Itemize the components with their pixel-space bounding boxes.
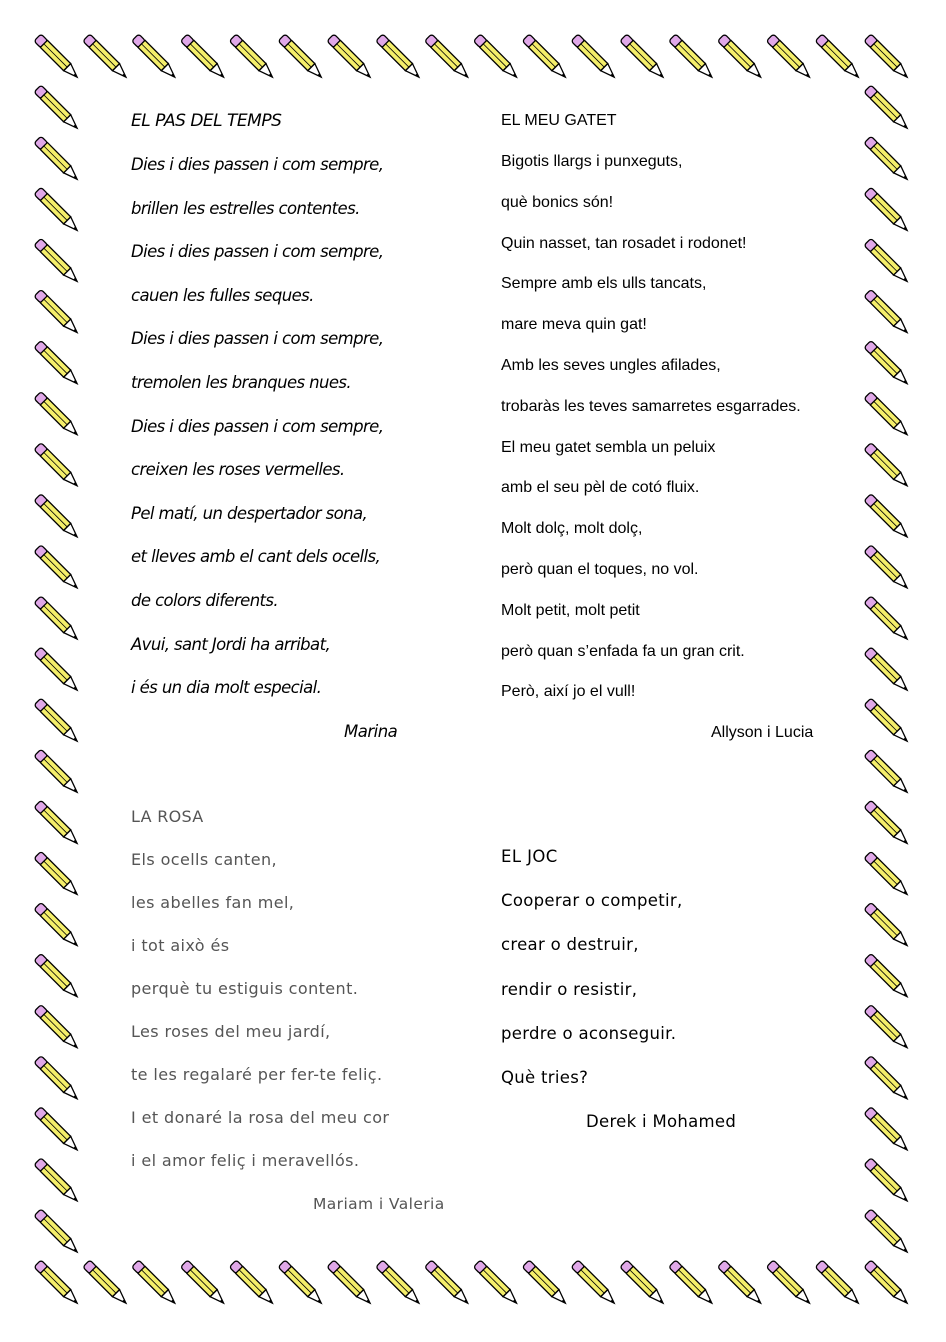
- pencil-icon: [278, 1260, 325, 1307]
- pencil-icon: [34, 1209, 81, 1256]
- pencil-icon: [717, 1260, 764, 1307]
- pencil-icon: [34, 953, 81, 1000]
- poem-la-rosa: [131, 806, 461, 1215]
- pencil-icon: [473, 1260, 520, 1307]
- pencil-icon: [34, 494, 81, 541]
- pencil-icon: [815, 1260, 862, 1307]
- pencil-icon: [766, 34, 813, 81]
- poem-author: Derek i Mohamed: [586, 1112, 737, 1132]
- pencil-icon: [34, 34, 81, 81]
- pencil-icon: [864, 902, 911, 949]
- pencil-icon: [34, 1158, 81, 1205]
- pencil-icon: [425, 34, 472, 81]
- poem-line: et lleves amb el cant dels ocells,: [131, 547, 381, 567]
- poem-line: El meu gatet sembla un peluix: [501, 438, 716, 456]
- pencil-icon: [864, 392, 911, 439]
- pencil-icon: [815, 34, 862, 81]
- pencil-icon: [229, 1260, 276, 1307]
- pencil-icon: [864, 1005, 911, 1052]
- pencil-icon: [34, 289, 81, 336]
- pencil-icon: [34, 1056, 81, 1103]
- pencil-icon: [132, 34, 179, 81]
- poem-title: LA ROSA: [131, 807, 204, 826]
- poem-el-meu-gatet: [501, 110, 831, 744]
- pencil-icon: [864, 596, 911, 643]
- poem-line: Bigotis llargs i punxeguts,: [501, 153, 683, 170]
- pencil-icon: [132, 1260, 179, 1307]
- poem-line: rendir o resistir,: [501, 979, 638, 999]
- pencil-icon: [34, 902, 81, 949]
- pencil-icon: [571, 34, 618, 81]
- pencil-icon: [571, 1260, 618, 1307]
- pencil-icon: [864, 289, 911, 336]
- poem-title: EL PAS DEL TEMPS: [131, 111, 282, 131]
- poem-line: crear o destruir,: [501, 935, 639, 955]
- poem-line: Pel matí, un despertador sona,: [131, 503, 368, 523]
- poem-title: EL MEU GATET: [501, 112, 617, 129]
- poem-line: Dies i dies passen i com sempre,: [131, 155, 384, 174]
- pencil-icon: [522, 34, 569, 81]
- pencil-icon: [864, 749, 911, 796]
- pencil-icon: [34, 340, 81, 387]
- pencil-icon: [34, 1260, 81, 1307]
- pencil-icon: [376, 34, 423, 81]
- pencil-icon: [864, 647, 911, 694]
- pencil-icon: [83, 1260, 130, 1307]
- poem-line: i tot això és: [131, 936, 230, 955]
- poem-line: tremolen les branques nues.: [131, 372, 352, 392]
- pencil-icon: [864, 953, 911, 1000]
- poem-line: de colors diferents.: [131, 590, 279, 610]
- poem-line: Quin nasset, tan rosadet i rodonet!: [501, 234, 747, 252]
- pencil-icon: [278, 34, 325, 81]
- poem-line: brillen les estrelles contentes.: [131, 198, 360, 218]
- pencil-icon: [34, 1005, 81, 1052]
- pencil-icon: [864, 698, 911, 745]
- pencil-icon: [522, 1260, 569, 1307]
- pencil-icon: [766, 1260, 813, 1307]
- poem-el-joc: [501, 846, 831, 1133]
- poem-line: Cooperar o competir,: [501, 891, 683, 910]
- pencil-icon: [34, 187, 81, 234]
- pencil-icon: [34, 136, 81, 183]
- pencil-icon: [864, 340, 911, 387]
- poem-line: Molt dolç, molt dolç,: [501, 520, 643, 538]
- pencil-icon: [34, 443, 81, 490]
- poem-line: Avui, sant Jordi ha arribat,: [131, 634, 331, 654]
- pencil-icon: [864, 1056, 911, 1103]
- poem-line: Però, així jo el vull!: [501, 683, 636, 701]
- pencil-icon: [34, 545, 81, 592]
- pencil-icon: [425, 1260, 472, 1307]
- poem-line: però quan s’enfada fa un gran crit.: [501, 642, 745, 660]
- poem-author: Marina: [344, 721, 398, 741]
- poem-el-pas-del-temps: [131, 110, 431, 743]
- pencil-icon: [180, 34, 227, 81]
- pencil-icon: [864, 1260, 911, 1307]
- poem-line: les abelles fan mel,: [131, 893, 295, 912]
- pencil-icon: [34, 392, 81, 439]
- poem-line: i el amor feliç i meravellós.: [131, 1151, 360, 1170]
- pencil-icon: [864, 1107, 911, 1154]
- pencil-icon: [34, 647, 81, 694]
- pencil-icon: [864, 34, 911, 81]
- pencil-icon: [864, 85, 911, 132]
- pencil-icon: [34, 85, 81, 132]
- poem-title: EL JOC: [501, 847, 558, 866]
- pencil-icon: [864, 800, 911, 847]
- pencil-icon: [864, 545, 911, 592]
- poem-line: què bonics són!: [501, 193, 614, 211]
- pencil-icon: [717, 34, 764, 81]
- pencil-icon: [620, 1260, 667, 1307]
- poem-line: Els ocells canten,: [131, 850, 278, 869]
- poem-author: Allyson i Lucia: [711, 724, 814, 742]
- pencil-icon: [864, 1158, 911, 1205]
- pencil-icon: [83, 34, 130, 81]
- poem-line: perquè tu estiguis content.: [131, 979, 359, 998]
- pencil-icon: [327, 1260, 374, 1307]
- pencil-icon: [864, 1209, 911, 1256]
- pencil-icon: [229, 34, 276, 81]
- poem-line: I et donaré la rosa del meu cor: [131, 1108, 390, 1127]
- pencil-icon: [180, 1260, 227, 1307]
- poem-line: Dies i dies passen i com sempre,: [131, 329, 384, 349]
- poem-line: Dies i dies passen i com sempre,: [131, 416, 384, 436]
- pencil-icon: [34, 698, 81, 745]
- pencil-icon: [34, 851, 81, 898]
- poem-line: Molt petit, molt petit: [501, 601, 640, 619]
- pencil-icon: [864, 187, 911, 234]
- poem-line: trobaràs les teves samarretes esgarrades.: [501, 397, 801, 415]
- pencil-icon: [327, 34, 374, 81]
- pencil-icon: [864, 443, 911, 490]
- pencil-icon: [669, 34, 716, 81]
- pencil-icon: [34, 1107, 81, 1154]
- poem-line: però quan el toques, no vol.: [501, 560, 699, 578]
- poem-line: Sempre amb els ulls tancats,: [501, 275, 707, 293]
- poem-line: cauen les fulles seques.: [131, 285, 314, 305]
- poem-line: amb el seu pèl de cotó fluix.: [501, 479, 700, 497]
- pencil-icon: [864, 238, 911, 285]
- poem-line: perdre o aconseguir.: [501, 1023, 677, 1043]
- poem-line: Dies i dies passen i com sempre,: [131, 242, 384, 262]
- pencil-icon: [669, 1260, 716, 1307]
- pencil-icon: [864, 494, 911, 541]
- pencil-icon: [34, 596, 81, 643]
- poem-line: te les regalaré per fer-te feliç.: [131, 1065, 383, 1084]
- poem-line: i és un dia molt especial.: [131, 678, 322, 698]
- pencil-icon: [620, 34, 667, 81]
- poem-line: Amb les seves ungles afilades,: [501, 356, 721, 374]
- poem-line: creixen les roses vermelles.: [131, 460, 345, 480]
- poem-line: Què tries?: [501, 1068, 589, 1088]
- poem-line: mare meva quin gat!: [501, 316, 647, 334]
- poem-author: Mariam i Valeria: [313, 1195, 445, 1213]
- pencil-icon: [864, 136, 911, 183]
- pencil-icon: [34, 749, 81, 796]
- pencil-icon: [34, 800, 81, 847]
- pencil-icon: [376, 1260, 423, 1307]
- pencil-icon: [34, 238, 81, 285]
- pencil-icon: [864, 851, 911, 898]
- pencil-icon: [473, 34, 520, 81]
- poem-line: Les roses del meu jardí,: [131, 1022, 331, 1041]
